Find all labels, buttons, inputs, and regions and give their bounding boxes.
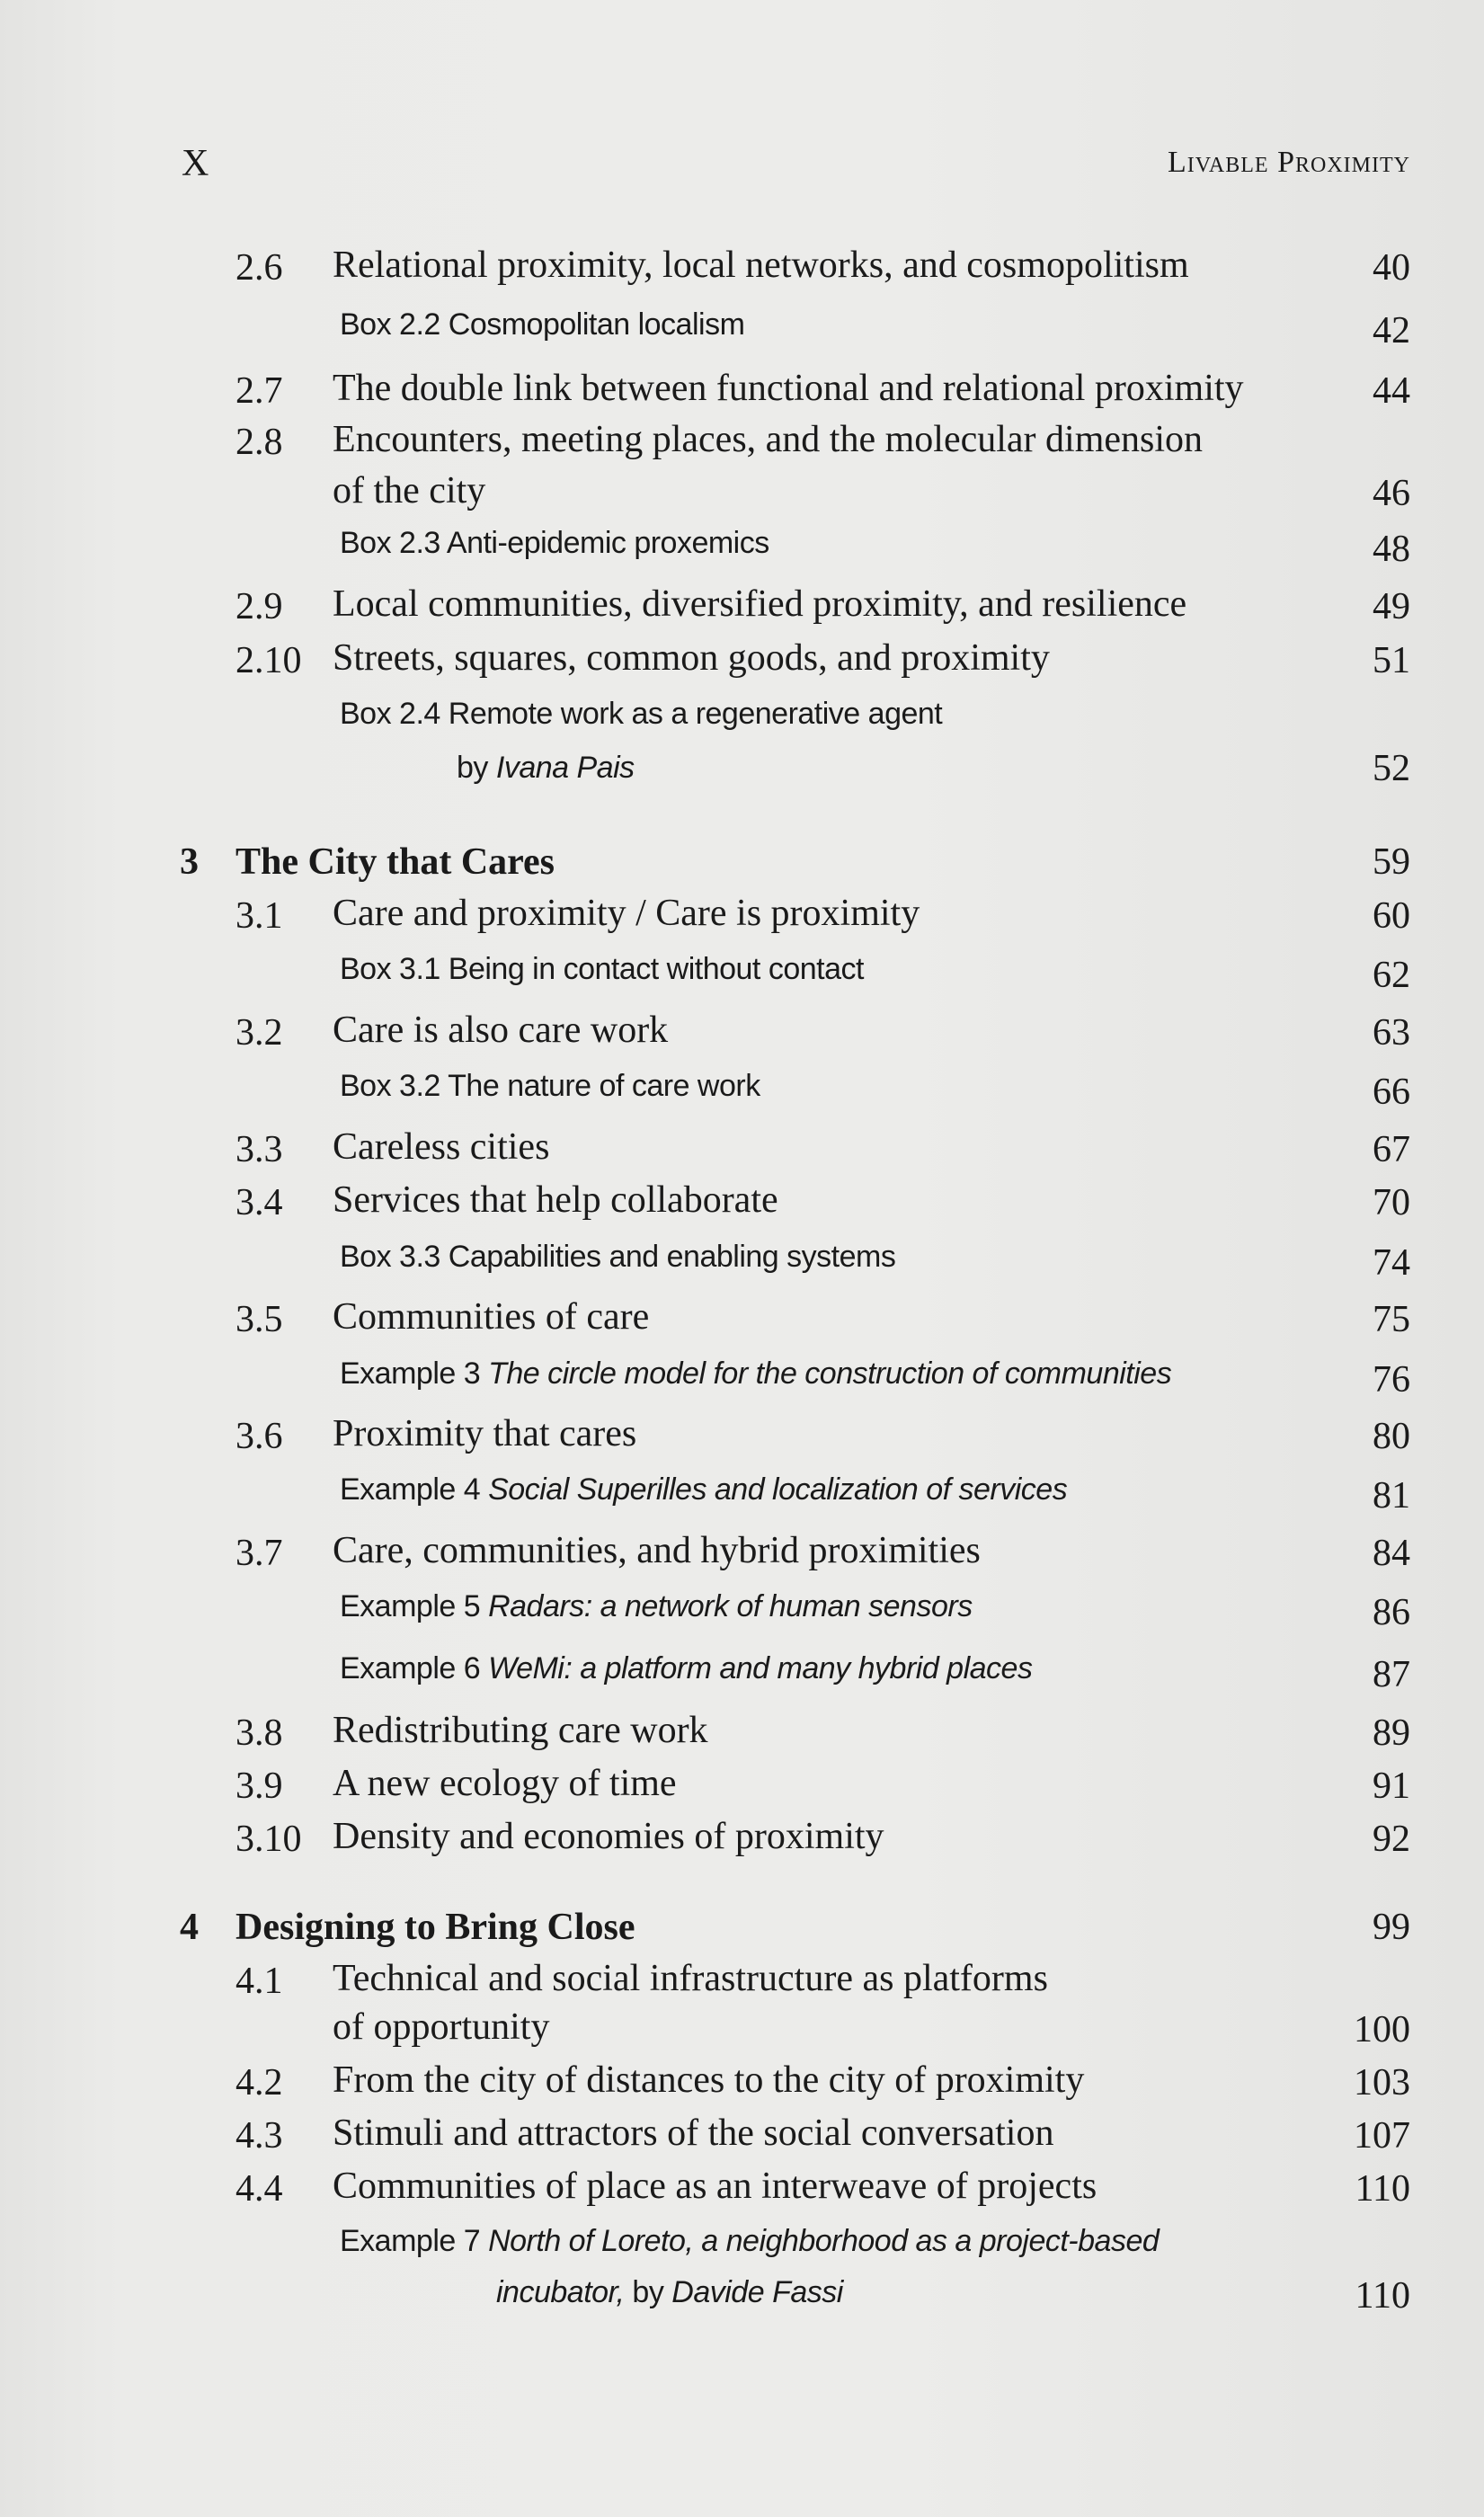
example-title: Radars: a network of human sensors bbox=[488, 1589, 973, 1623]
page-number: 84 bbox=[1373, 1533, 1410, 1574]
page-number: 42 bbox=[1373, 310, 1410, 351]
box-label: Box 2.3 bbox=[340, 526, 440, 560]
box-title: Anti-epidemic proxemics bbox=[446, 526, 769, 560]
section-number: 3.5 bbox=[235, 1299, 283, 1340]
section-number: 3.9 bbox=[235, 1765, 283, 1807]
section-title-line2: of the city bbox=[333, 470, 486, 511]
page-number: 76 bbox=[1373, 1359, 1410, 1401]
page-folio: X bbox=[182, 143, 209, 184]
page-number: 70 bbox=[1373, 1182, 1410, 1223]
page-number: 91 bbox=[1373, 1765, 1410, 1807]
section-number: 4.3 bbox=[235, 2115, 283, 2157]
page-number: 59 bbox=[1373, 841, 1410, 883]
page-number: 48 bbox=[1373, 529, 1410, 570]
box-title: Remote work as a regenerative agent bbox=[448, 697, 943, 731]
by-label: by bbox=[632, 2275, 664, 2309]
section-number: 4.2 bbox=[235, 2062, 283, 2103]
page-number: 52 bbox=[1373, 748, 1410, 789]
page-number: 81 bbox=[1373, 1475, 1410, 1516]
section-number: 4.4 bbox=[235, 2168, 283, 2210]
page-number: 92 bbox=[1373, 1819, 1410, 1860]
page-number: 74 bbox=[1373, 1242, 1410, 1284]
section-title: Care and proximity / Care is proximity bbox=[333, 893, 920, 934]
section-title: Redistributing care work bbox=[333, 1710, 708, 1751]
section-title: Proximity that cares bbox=[333, 1413, 637, 1454]
section-title: Streets, squares, common goods, and proximity bbox=[333, 637, 1050, 679]
section-title-line1: Encounters, meeting places, and the molecular dimension bbox=[333, 419, 1204, 460]
page-number: 103 bbox=[1354, 2062, 1410, 2103]
section-title: The double link between functional and relational proximity bbox=[333, 368, 1244, 409]
example-label: Example 5 bbox=[340, 1589, 481, 1623]
section-title: Density and economies of proximity bbox=[333, 1816, 884, 1857]
page-number: 87 bbox=[1373, 1654, 1410, 1695]
box-author: Ivana Pais bbox=[495, 751, 635, 785]
page-number: 51 bbox=[1373, 640, 1410, 681]
section-title-line2: of opportunity bbox=[333, 2006, 550, 2048]
section-title: Local communities, diversified proximity, and resilience bbox=[333, 583, 1187, 625]
section-number: 2.10 bbox=[235, 640, 302, 681]
box-title: The nature of care work bbox=[448, 1069, 760, 1103]
page-number: 46 bbox=[1373, 473, 1410, 514]
section-title: A new ecology of time bbox=[333, 1763, 677, 1804]
section-number: 2.9 bbox=[235, 586, 283, 627]
box-label: Box 3.3 bbox=[340, 1240, 440, 1274]
section-title: Care is also care work bbox=[333, 1009, 669, 1051]
page-number: 107 bbox=[1354, 2115, 1410, 2157]
example-label: Example 6 bbox=[340, 1651, 481, 1685]
page-number: 89 bbox=[1373, 1712, 1410, 1754]
page-number: 75 bbox=[1373, 1299, 1410, 1340]
page-number: 49 bbox=[1373, 586, 1410, 627]
example-title: The circle model for the construction of communities bbox=[488, 1356, 1172, 1391]
example-title-line2: incubator, bbox=[496, 2275, 625, 2309]
page-number: 80 bbox=[1373, 1416, 1410, 1457]
chapter-title: Designing to Bring Close bbox=[235, 1907, 635, 1948]
box-label: Box 3.1 bbox=[340, 952, 440, 986]
section-title: Relational proximity, local networks, and cosmopolitism bbox=[333, 245, 1189, 286]
box-label: Box 3.2 bbox=[340, 1069, 440, 1103]
section-number: 3.8 bbox=[235, 1712, 283, 1754]
section-title-line1: Technical and social infrastructure as platforms bbox=[333, 1958, 1048, 1999]
example-label: Example 4 bbox=[340, 1472, 481, 1507]
example-author: Davide Fassi bbox=[671, 2275, 843, 2309]
box-title: Being in contact without contact bbox=[448, 952, 864, 986]
page-number: 66 bbox=[1373, 1072, 1410, 1113]
section-number: 2.6 bbox=[235, 247, 283, 289]
section-number: 4.1 bbox=[235, 1961, 283, 2002]
page-number: 62 bbox=[1373, 955, 1410, 996]
section-number: 2.8 bbox=[235, 422, 283, 463]
example-title: Social Superilles and localization of services bbox=[488, 1472, 1068, 1507]
page-number: 110 bbox=[1355, 2168, 1410, 2210]
section-title: Careless cities bbox=[333, 1126, 550, 1168]
section-number: 3.3 bbox=[235, 1129, 283, 1170]
example-title-line1: North of Loreto, a neighborhood as a project-based bbox=[488, 2224, 1160, 2258]
chapter-number: 4 bbox=[180, 1907, 199, 1948]
page-number: 60 bbox=[1373, 895, 1410, 937]
section-number: 3.7 bbox=[235, 1533, 283, 1574]
section-number: 3.2 bbox=[235, 1012, 283, 1054]
section-number: 3.6 bbox=[235, 1416, 283, 1457]
page-number: 44 bbox=[1373, 370, 1410, 412]
box-title: Cosmopolitan localism bbox=[448, 307, 745, 342]
page-number: 110 bbox=[1355, 2275, 1410, 2317]
section-title: Communities of place as an interweave of projects bbox=[333, 2166, 1097, 2207]
page-number: 67 bbox=[1373, 1129, 1410, 1170]
section-number: 2.7 bbox=[235, 370, 283, 412]
example-label: Example 3 bbox=[340, 1356, 481, 1391]
section-number: 3.10 bbox=[235, 1819, 302, 1860]
section-title: Stimuli and attractors of the social conversation bbox=[333, 2112, 1054, 2154]
example-title: WeMi: a platform and many hybrid places bbox=[488, 1651, 1033, 1685]
running-head: Livable Proximity bbox=[1167, 146, 1410, 179]
example-label: Example 7 bbox=[340, 2224, 481, 2258]
section-title: From the city of distances to the city of proximity bbox=[333, 2059, 1085, 2101]
chapter-title: The City that Cares bbox=[235, 841, 555, 883]
by-label: by bbox=[457, 751, 488, 785]
section-number: 3.4 bbox=[235, 1182, 283, 1223]
section-title: Care, communities, and hybrid proximities bbox=[333, 1530, 981, 1571]
page-number: 100 bbox=[1354, 2009, 1410, 2050]
box-title: Capabilities and enabling systems bbox=[448, 1240, 896, 1274]
section-title: Communities of care bbox=[333, 1296, 650, 1338]
section-title: Services that help collaborate bbox=[333, 1179, 778, 1221]
chapter-number: 3 bbox=[180, 841, 199, 883]
page-number: 63 bbox=[1373, 1012, 1410, 1054]
section-number: 3.1 bbox=[235, 895, 283, 937]
box-label: Box 2.4 bbox=[340, 697, 440, 731]
page-number: 40 bbox=[1373, 247, 1410, 289]
box-label: Box 2.2 bbox=[340, 307, 440, 342]
page-number: 86 bbox=[1373, 1592, 1410, 1633]
page-number: 99 bbox=[1373, 1907, 1410, 1948]
